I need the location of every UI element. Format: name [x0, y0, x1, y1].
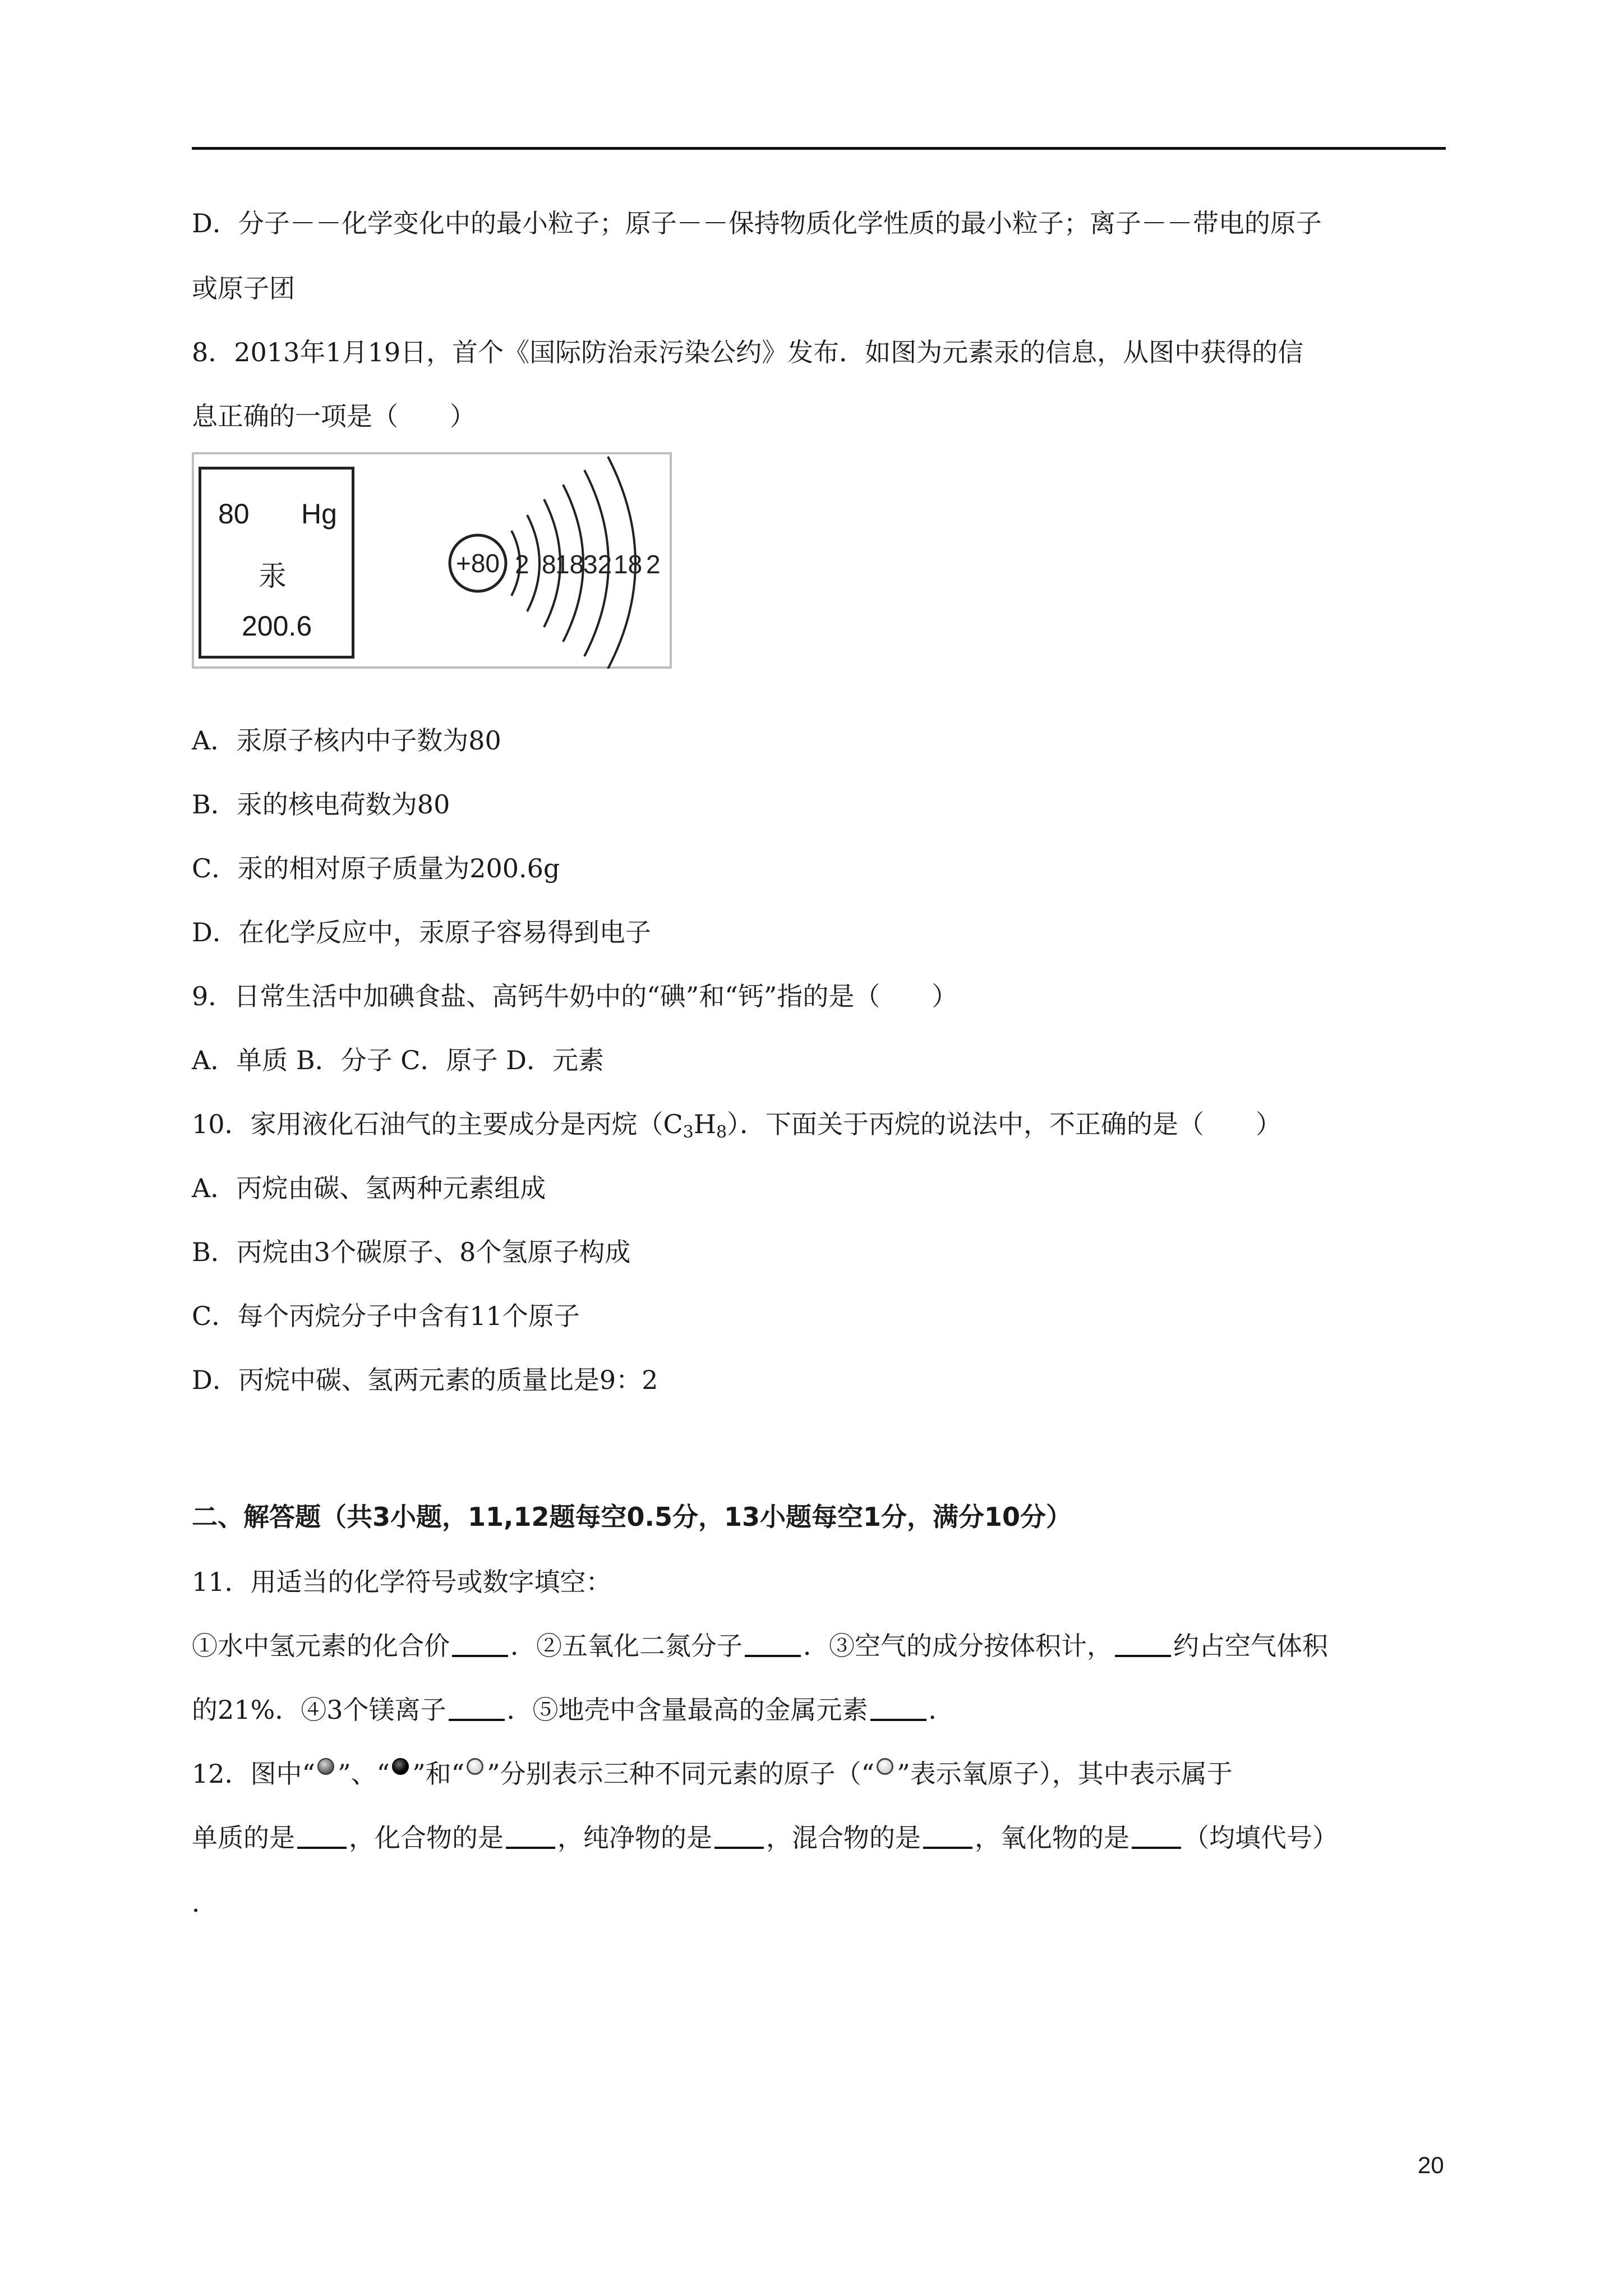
q10-option-d: D．丙烷中碳、氢两元素的质量比是9：2 [192, 1365, 658, 1395]
q12-b: ”、“ [338, 1759, 390, 1789]
q10-option-b: B．丙烷由3个碳原子、8个氢原子构成 [192, 1237, 631, 1267]
q10-option-c: C．每个丙烷分子中含有11个原子 [192, 1301, 580, 1331]
q12-blank-3[interactable] [714, 1824, 764, 1849]
atom-structure-diagram [192, 452, 672, 669]
q12-2f: （均填代号） [1183, 1823, 1338, 1853]
q11-line2 [192, 1693, 1448, 1727]
q10-subscript-c: 3 [683, 1122, 694, 1142]
q10-option-a: A．丙烷由碳、氢两种元素组成 [192, 1173, 546, 1203]
element-atomic-number: 80 [218, 498, 250, 530]
q7-option-d-line2: 或原子团 [192, 273, 295, 303]
q12-2d: ，混合物的是 [766, 1823, 921, 1853]
section-2-heading: 二、解答题（共3小题，11,12题每空0.5分，13小题每空1分，满分10分） [192, 1502, 1072, 1532]
q11-1d: 约占空气体积 [1173, 1631, 1328, 1661]
q11-1c: ．③空气的成分按体积计， [803, 1631, 1113, 1661]
shell-count-6: 2 [646, 550, 661, 579]
shell-count-1: 2 [515, 550, 529, 579]
electron-shell-counts [515, 550, 661, 579]
q8-stem-line1: 8．2013年1月19日，首个《国际防治汞污染公约》发布．如图为元素汞的信息，从图中获得的信 [192, 337, 1304, 367]
q12-e: ”表示氧原子），其中表示属于 [897, 1759, 1233, 1789]
q10-subscript-h: 8 [716, 1122, 727, 1142]
q12-2b: ，化合物的是 [349, 1823, 504, 1853]
shell-count-2: 8 [542, 550, 556, 579]
q8-option-c: C．汞的相对原子质量为200.6g [192, 853, 560, 884]
q12-2e: ，氧化物的是 [975, 1823, 1129, 1853]
q12-line2 [192, 1821, 1448, 1855]
shell-count-4: 32 [583, 550, 612, 579]
q10-stem [192, 1107, 1448, 1141]
q11-blank-4[interactable] [449, 1696, 505, 1721]
oxygen-atom-icon [874, 1757, 897, 1779]
q11-blank-2[interactable] [745, 1632, 801, 1657]
gray-atom-icon [315, 1757, 338, 1779]
q11-line1 [192, 1629, 1448, 1663]
q12-d: ”分别表示三种不同元素的原子（“ [487, 1759, 875, 1789]
white-atom-icon [464, 1757, 487, 1779]
mercury-element-figure [192, 452, 672, 669]
q12-2a: 单质的是 [192, 1823, 295, 1853]
q12-line3: ． [192, 1888, 218, 1918]
q11-1b: ．②五氧化二氮分子 [510, 1631, 743, 1661]
q11-2b: ．⑤地壳中含量最高的金属元素 [506, 1695, 868, 1725]
q12-2c: ，纯净物的是 [557, 1823, 712, 1853]
q12-blank-2[interactable] [506, 1824, 555, 1849]
q11-blank-3[interactable] [1115, 1632, 1171, 1657]
page-number: 20 [1418, 2152, 1444, 2178]
q10-stem-tail: ）．下面关于丙烷的说法中，不正确的是（ ） [727, 1109, 1282, 1139]
q12-blank-1[interactable] [297, 1824, 347, 1849]
q11-1a: ①水中氢元素的化合价 [192, 1631, 450, 1661]
shell-count-5: 18 [614, 550, 643, 579]
q7-option-d-line1: D．分子－－化学变化中的最小粒子；原子－－保持物质化学性质的最小粒子；离子－－带电的原子 [192, 208, 1322, 238]
header-rule [192, 147, 1446, 150]
q11-2c: ． [928, 1695, 955, 1725]
q8-stem-line2: 息正确的一项是（ ） [192, 401, 476, 431]
shell-count-3: 18 [555, 550, 584, 579]
q11-2a: 的21%．④3个镁离子 [192, 1695, 446, 1725]
element-atomic-mass: 200.6 [242, 610, 312, 642]
black-atom-icon [390, 1757, 412, 1779]
nucleus-charge: +80 [455, 549, 500, 578]
q9-options: A．单质 B．分子 C．原子 D．元素 [192, 1045, 604, 1075]
q12-blank-5[interactable] [1132, 1824, 1181, 1849]
q11-blank-5[interactable] [870, 1696, 926, 1721]
q8-option-d: D．在化学反应中，汞原子容易得到电子 [192, 917, 651, 947]
element-name: 汞 [259, 560, 287, 592]
q12-a: 12．图中“ [192, 1759, 316, 1789]
q10-stem-text: 10．家用液化石油气的主要成分是丙烷（C [192, 1109, 683, 1139]
q11-blank-1[interactable] [452, 1632, 508, 1657]
element-symbol: Hg [301, 498, 337, 530]
q10-hydrogen: H [693, 1109, 716, 1139]
q12-c: ”和“ [412, 1759, 465, 1789]
q9-stem: 9．日常生活中加碘食盐、高钙牛奶中的“碘”和“钙”指的是（ ） [192, 981, 958, 1011]
q12-line1 [192, 1757, 1448, 1791]
q8-option-b: B．汞的核电荷数为80 [192, 789, 450, 820]
q12-blank-4[interactable] [923, 1824, 972, 1849]
q8-option-a: A．汞原子核内中子数为80 [192, 725, 501, 756]
q11-stem: 11．用适当的化学符号或数字填空： [192, 1567, 612, 1597]
